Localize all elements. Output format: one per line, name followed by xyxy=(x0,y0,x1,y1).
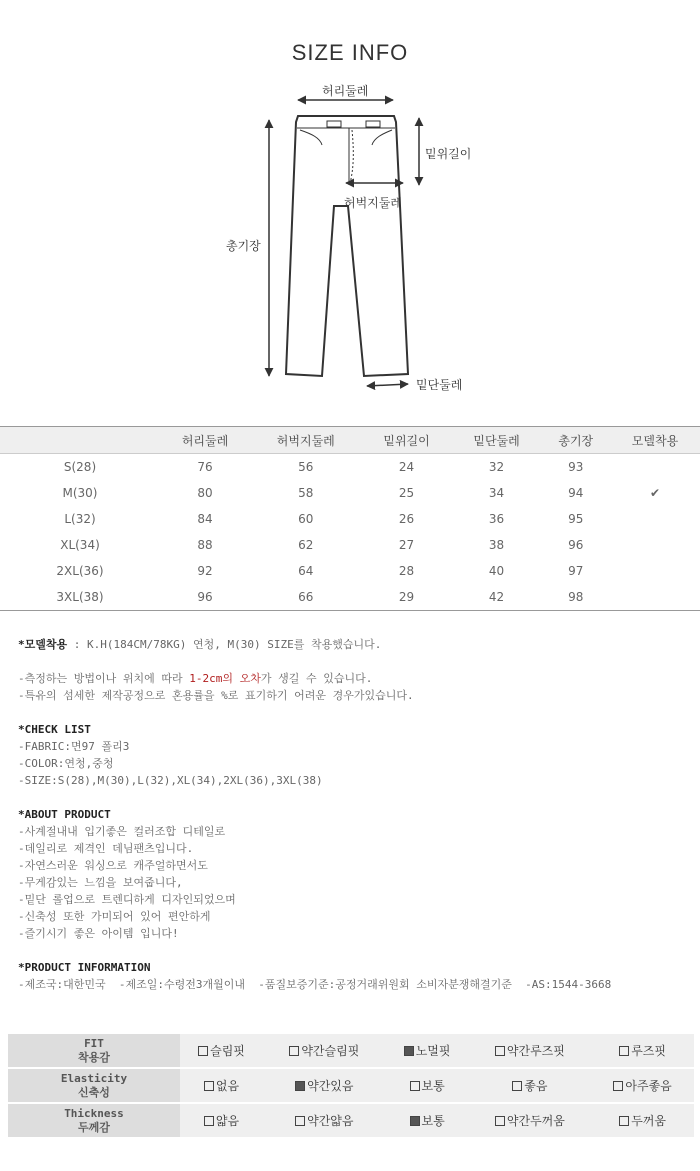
checkbox-icon xyxy=(204,1116,214,1126)
thickness-option xyxy=(469,1104,592,1137)
checkbox-checked-icon xyxy=(404,1046,414,1056)
elasticity-option-label: 없음 xyxy=(215,1079,240,1093)
size-cell: 2XL(36) xyxy=(56,564,104,578)
page-title: SIZE INFO xyxy=(291,40,409,65)
value-cell: 40 xyxy=(488,564,505,578)
checkbox-icon xyxy=(204,1081,214,1091)
header-cell: 총기장 xyxy=(542,427,610,454)
elasticity-option xyxy=(386,1069,469,1102)
about-item: -즐기시기 좋은 아이템 입니다! xyxy=(18,927,179,940)
fabric-note: -특유의 섬세한 제작공정으로 혼용률을 %로 표기하기 어려운 경우가있습니다. xyxy=(18,689,414,702)
header-cell: 모델착용 xyxy=(610,427,700,454)
checkmark-icon: ✔ xyxy=(649,486,661,500)
value-cell: 26 xyxy=(398,512,415,526)
value-cell: 58 xyxy=(298,486,314,500)
elasticity-option-label: 아주좋음 xyxy=(625,1079,672,1093)
thickness-option xyxy=(180,1104,263,1137)
elasticity-row-label xyxy=(8,1069,180,1102)
model-note-label: *모델착용 xyxy=(18,638,68,651)
header-cell xyxy=(0,427,160,454)
elasticity-option xyxy=(180,1069,263,1102)
checkbox-icon xyxy=(410,1081,420,1091)
model-cell xyxy=(610,506,700,532)
value-cell: 76 xyxy=(197,460,213,474)
elasticity-option xyxy=(263,1069,386,1102)
fit-option-label: 약간루즈핏 xyxy=(506,1044,565,1058)
fit-option xyxy=(386,1034,469,1067)
about-item: -밑단 롤업으로 트렌디하게 디자인되었으며 xyxy=(18,893,236,906)
error-range-highlight: 1-2cm의 오차 xyxy=(189,672,261,685)
fit-label-en: FIT xyxy=(84,1036,104,1050)
product-info-title: *PRODUCT INFORMATION xyxy=(18,961,151,974)
checkbox-icon xyxy=(512,1081,522,1091)
checkbox-icon xyxy=(495,1046,505,1056)
checkbox-icon xyxy=(495,1116,505,1126)
elasticity-option-label: 좋음 xyxy=(524,1079,548,1093)
product-notes xyxy=(18,636,688,993)
check-list-item: -SIZE:S(28),M(30),L(32),XL(34),2XL(36),3XL(38) xyxy=(18,774,323,787)
value-cell: 97 xyxy=(568,564,584,578)
check-list-item: -FABRIC:면97 폴리3 xyxy=(18,740,130,753)
thickness-option xyxy=(386,1104,469,1137)
value-cell: 66 xyxy=(250,584,362,611)
value-cell: 96 xyxy=(160,584,250,611)
fit-option-label: 슬림핏 xyxy=(210,1044,245,1058)
size-table-header xyxy=(0,427,700,454)
checkbox-icon xyxy=(295,1116,305,1126)
value-cell: 42 xyxy=(452,584,542,611)
thickness-option xyxy=(263,1104,386,1137)
value-cell: 60 xyxy=(298,512,314,526)
elasticity-option xyxy=(591,1069,694,1102)
elasticity-option-label: 약간있음 xyxy=(307,1079,354,1093)
elasticity-label-ko: 신축성 xyxy=(78,1085,110,1099)
elasticity-label-en: Elasticity xyxy=(60,1071,128,1085)
length-label: 총기장 xyxy=(226,239,261,253)
fit-option xyxy=(591,1034,694,1067)
value-cell: 62 xyxy=(298,538,314,552)
elasticity-row xyxy=(8,1069,694,1102)
value-cell: 96 xyxy=(568,538,584,552)
rise-label: 밑위길이 xyxy=(425,147,472,161)
value-cell: 38 xyxy=(488,538,505,552)
fit-row-label xyxy=(8,1034,180,1067)
thickness-option-label: 약간두꺼움 xyxy=(506,1114,565,1128)
elasticity-option xyxy=(469,1069,592,1102)
fit-option xyxy=(263,1034,386,1067)
value-cell: 24 xyxy=(398,460,415,474)
fit-option-label: 루즈핏 xyxy=(631,1044,666,1058)
fit-table xyxy=(8,1032,694,1139)
model-note-text: : K.H(184CM/78KG) 연청, M(30) SIZE를 착용했습니다. xyxy=(67,638,382,651)
value-cell: 84 xyxy=(197,512,213,526)
check-list-item: -COLOR:연청,중청 xyxy=(18,757,114,770)
checkbox-checked-icon xyxy=(410,1116,420,1126)
checkbox-icon xyxy=(289,1046,299,1056)
header-cell: 밑단둘레 xyxy=(452,427,542,454)
value-cell: 88 xyxy=(197,538,213,552)
fit-option-label: 약간슬림핏 xyxy=(301,1044,360,1058)
thickness-option xyxy=(591,1104,694,1137)
value-cell: 32 xyxy=(488,460,505,474)
measure-note-text: 가 생길 수 있습니다. xyxy=(260,672,373,685)
table-row xyxy=(0,532,700,558)
model-cell xyxy=(610,558,700,584)
table-row xyxy=(0,454,700,481)
thickness-option-label: 약간얇음 xyxy=(307,1114,354,1128)
table-row xyxy=(0,558,700,584)
measure-note-text: -측정하는 방법이나 위치에 따라 xyxy=(18,672,190,685)
value-cell: 28 xyxy=(398,564,415,578)
size-cell: XL(34) xyxy=(60,538,100,552)
size-cell: 3XL(38) xyxy=(0,584,160,611)
about-item: -데일리로 제격인 데님팬츠입니다. xyxy=(18,842,194,855)
hem-label: 밑단둘레 xyxy=(416,378,463,392)
about-product-title: *ABOUT PRODUCT xyxy=(18,808,111,821)
checkbox-icon xyxy=(619,1046,629,1056)
value-cell: 94 xyxy=(568,486,584,500)
value-cell: 80 xyxy=(197,486,213,500)
fit-option xyxy=(469,1034,592,1067)
fit-option-label: 노멀핏 xyxy=(415,1044,451,1058)
model-note xyxy=(18,636,688,653)
checkbox-icon xyxy=(619,1116,629,1126)
value-cell: 29 xyxy=(362,584,452,611)
check-list-title: *CHECK LIST xyxy=(18,723,91,736)
value-cell: 92 xyxy=(197,564,213,578)
header-cell: 밑위길이 xyxy=(362,427,452,454)
measure-note xyxy=(18,670,688,687)
thickness-label-en: Thickness xyxy=(64,1106,124,1120)
size-cell: M(30) xyxy=(62,486,98,500)
header-cell: 허벅지둘레 xyxy=(250,427,362,454)
value-cell: 25 xyxy=(398,486,415,500)
table-row xyxy=(0,480,700,506)
size-cell: L(32) xyxy=(64,512,96,526)
value-cell: 34 xyxy=(488,486,505,500)
table-row xyxy=(0,506,700,532)
size-cell: S(28) xyxy=(63,460,97,474)
thickness-row xyxy=(8,1104,694,1137)
thickness-option-label: 두꺼움 xyxy=(631,1114,666,1128)
fit-row xyxy=(8,1034,694,1067)
thickness-row-label xyxy=(8,1104,180,1137)
value-cell: 93 xyxy=(568,460,584,474)
about-item: -무게감있는 느낌을 보여줍니다, xyxy=(18,876,183,889)
fit-label-ko: 착용감 xyxy=(78,1050,110,1064)
size-table xyxy=(0,426,700,611)
value-cell: 56 xyxy=(298,460,314,474)
thigh-label: 허벅지둘레 xyxy=(344,196,402,210)
value-cell: 98 xyxy=(542,584,610,611)
value-cell: 64 xyxy=(298,564,314,578)
model-cell xyxy=(610,454,700,481)
table-row xyxy=(0,584,700,611)
elasticity-option-label: 보통 xyxy=(421,1079,445,1093)
about-item: -자연스러운 워싱으로 캐주얼하면서도 xyxy=(18,859,208,872)
header-cell: 허리둘레 xyxy=(160,427,250,454)
value-cell: 36 xyxy=(488,512,505,526)
about-item: -신축성 또한 가미되어 있어 편안하게 xyxy=(18,910,211,923)
value-cell: 95 xyxy=(568,512,584,526)
fit-option xyxy=(180,1034,263,1067)
thickness-option-label: 얇음 xyxy=(215,1114,240,1128)
checkbox-icon xyxy=(613,1081,623,1091)
product-info-text: -제조국:대한민국 -제조일:수령전3개월이내 -품질보증기준:공정거래위원회 소비자분쟁해결기준 -AS:1544-3668 xyxy=(18,978,612,991)
about-item: -사계절내내 입기좋은 컬러조합 디테일로 xyxy=(18,825,226,838)
checkbox-checked-icon xyxy=(295,1081,305,1091)
waist-label: 허리둘레 xyxy=(322,84,369,98)
value-cell: 27 xyxy=(398,538,415,552)
model-cell xyxy=(610,532,700,558)
thickness-label-ko: 두께감 xyxy=(78,1120,110,1134)
checkbox-icon xyxy=(198,1046,208,1056)
model-cell xyxy=(610,584,700,611)
thickness-option-label: 보통 xyxy=(421,1114,445,1128)
